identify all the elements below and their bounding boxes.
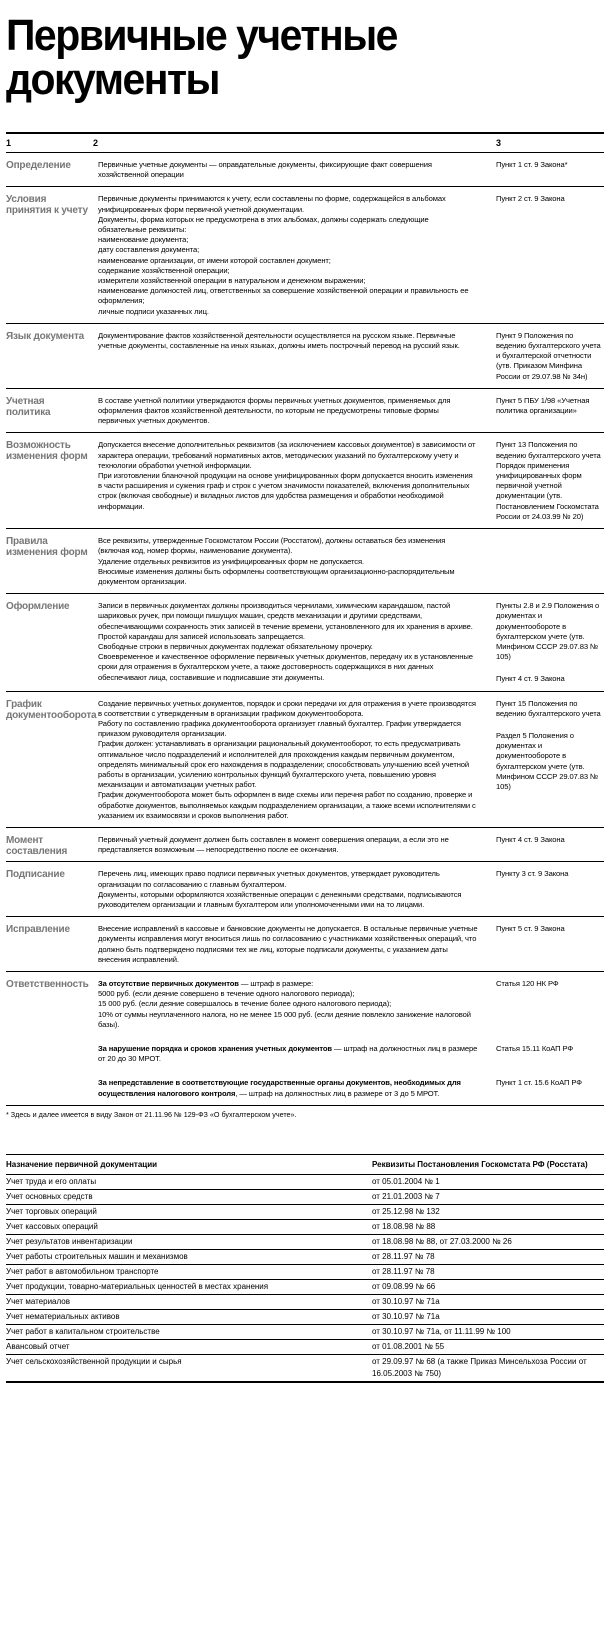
table2-row bbox=[6, 1280, 604, 1295]
table2-cell-purpose: Учет работ в капитальном строительстве bbox=[6, 1326, 160, 1336]
row-term: Подписание bbox=[6, 869, 65, 881]
row-body-paragraph: Своевременное и качественное оформление первичных учетных документов, передачу их в установленные сроки для отражения в бухгалтерском учете, а также достоверность содержащихся в них данных обеспечивают лица, составившие и подписавшие эти документы. bbox=[98, 652, 473, 682]
table-row bbox=[6, 862, 604, 917]
table2-col-header-purpose: Назначение первичной документации bbox=[6, 1159, 158, 1169]
table2-cell-requisites: от 30.10.97 № 71а bbox=[372, 1296, 440, 1306]
row-ref bbox=[484, 433, 604, 528]
resp-3-bold: За непредставление в соответствующие государственные органы документов, необходимых для осуществления налогового контроля bbox=[98, 1078, 461, 1098]
row-body-paragraph: Удаление отдельных реквизитов из унифицированных форм не допускается. bbox=[98, 556, 365, 566]
row-ref-item: Пункт 4 ст. 9 Закона bbox=[496, 834, 565, 844]
table2-row bbox=[6, 1340, 604, 1355]
row-body-paragraph: График документооборота может быть оформлен в виде схемы или перечня работ по созданию, проверке и обработке документов, выполняемых каждым подразделением организации, а также всеми исполнителями с указанием их взаимосвязи и сроков выполнения работ. bbox=[98, 790, 476, 820]
row-body-paragraph: дату составления документа; bbox=[98, 245, 200, 255]
table2-row bbox=[6, 1355, 604, 1383]
table2-cell-purpose: Учет продукции, товарно-материальных ценностей в местах хранения bbox=[6, 1281, 269, 1291]
table-row-responsibility bbox=[6, 972, 604, 1106]
resp-1-bold: За отсутствие первичных документов bbox=[98, 979, 239, 988]
row-body bbox=[88, 917, 484, 971]
row-ref bbox=[484, 828, 604, 861]
table-row bbox=[6, 324, 604, 389]
resp-2-rest: — штраф на должностных лиц в размере от 20 до 30 МРОТ. bbox=[98, 1044, 478, 1064]
row-term: Язык документа bbox=[6, 330, 85, 342]
row-body-paragraph: наименование документа; bbox=[98, 235, 189, 245]
table-row bbox=[6, 433, 604, 529]
row-ref bbox=[484, 862, 604, 916]
row-body-paragraph: Работу по составлению графика документооборота организует главный бухгалтер. График утверждается приказом руководителя организации. bbox=[98, 718, 461, 739]
row-term: Момент составления bbox=[6, 834, 68, 857]
row-term: Возможность изменения форм bbox=[6, 440, 88, 463]
row-body-paragraph: наименование организации, от имени которой составлен документ; bbox=[98, 255, 331, 265]
table1-body bbox=[6, 153, 604, 972]
row-body bbox=[88, 862, 484, 916]
row-body-paragraph: наименование должностей лиц, ответственных за совершение хозяйственной операции и правильность ее оформления; bbox=[98, 286, 469, 306]
row-body-paragraph: В составе учетной политики утверждаются формы первичных учетных документов, применяемых для оформления фактов хозяйственной деятельности, по которым не предусмотрены типовые формы первичных учетных документов. bbox=[98, 395, 451, 426]
row-body-paragraph: личные подписи указанных лиц. bbox=[98, 306, 209, 316]
table2-cell-purpose: Авансовый отчет bbox=[6, 1341, 70, 1351]
row-body-paragraph: Первичный учетный документ должен быть составлен в момент совершения операции, а если это не представляется возможным — непосредственно после ее окончания. bbox=[98, 834, 449, 855]
table2-cell-requisites: от 21.01.2003 № 7 bbox=[372, 1191, 440, 1201]
row-ref-item: Пункту 3 ст. 9 Закона bbox=[496, 869, 569, 879]
table2-row bbox=[6, 1190, 604, 1205]
row-term: Оформление bbox=[6, 601, 70, 613]
table2-cell-requisites: от 05.01.2004 № 1 bbox=[372, 1176, 440, 1186]
row-body bbox=[88, 972, 484, 1105]
row-ref bbox=[484, 917, 604, 971]
row-body-paragraph: Документы, которыми оформляются хозяйственные операции с денежными средствами, подписываются руководителем организации и главным бухгалтером или уполномоченными ими на то лицами. bbox=[98, 889, 462, 909]
row-body bbox=[88, 389, 484, 433]
table2-row bbox=[6, 1205, 604, 1220]
row-ref-item: Пункт 15 Положения по ведению бухгалтерского учета bbox=[496, 698, 601, 718]
row-body-paragraph: Допускается внесение дополнительных реквизитов (за исключением кассовых документов) в зависимости от характера операции, требований нормативных актов, методических указаний по бухгалтерскому учету и технологии обработки учетной информации. bbox=[98, 440, 476, 470]
table2-cell-purpose: Учет сельскохозяйственной продукции и сырья bbox=[6, 1356, 182, 1366]
table-row bbox=[6, 692, 604, 828]
table2-cell-purpose: Учет кассовых операций bbox=[6, 1221, 98, 1231]
row-body-paragraph: При изготовлении бланочной продукции на основе унифицированных форм допускается вносить изменения в части расширения и сужения граф и строк с учетом значимости показателей, включения дополнительных строк (включая свободные) и вкладных листов для удобства размещения и обработки необходимой информации. bbox=[98, 471, 473, 511]
row-body bbox=[88, 433, 484, 528]
resp-2-bold: За нарушение порядка и сроков хранения учетных документов bbox=[98, 1044, 332, 1054]
table2-cell-requisites: от 30.10.97 № 71а bbox=[372, 1311, 440, 1321]
row-ref bbox=[484, 389, 604, 433]
table2-cell-purpose: Учет нематериальных активов bbox=[6, 1311, 120, 1321]
row-ref bbox=[484, 972, 604, 1105]
table2-row bbox=[6, 1250, 604, 1265]
resp-ref-3: Пункт 1 ст. 15.6 КоАП РФ bbox=[496, 1078, 582, 1087]
table1-header bbox=[6, 132, 604, 153]
table2-header bbox=[6, 1155, 604, 1175]
row-body-paragraph: Вносимые изменения должны быть оформлены соответствующим организационно-распорядительным документом организации. bbox=[98, 566, 455, 586]
row-ref-item: Пункт 1 ст. 9 Закона* bbox=[496, 160, 568, 169]
row-body-paragraph: Внесение исправлений в кассовые и банковские документы не допускается. В остальные первичные учетные документы исправления могут вноситься лишь по согласованию с участниками хозяйственных операций, что должно быть подтверждено подписями тех же лиц, которые подписали документы, с указанием даты внесения исправлений. bbox=[98, 924, 478, 964]
resp-1-rest: — штраф в размере: bbox=[238, 979, 314, 988]
row-ref bbox=[484, 187, 604, 322]
row-term: Учетная политика bbox=[6, 395, 51, 418]
row-term: Исправление bbox=[6, 924, 70, 936]
table2-cell-requisites: от 28.11.97 № 78 bbox=[372, 1266, 435, 1276]
row-body bbox=[88, 692, 484, 827]
table2-cell-requisites: от 30.10.97 № 71а, от 11.11.99 № 100 bbox=[372, 1326, 511, 1336]
table2-cell-requisites: от 25.12.98 № 132 bbox=[372, 1206, 440, 1216]
row-term: График документооборота bbox=[6, 698, 97, 721]
table-row bbox=[6, 529, 604, 594]
row-body-paragraph: Перечень лиц, имеющих право подписи первичных учетных документов, утверждает руководитель организации по согласованию с главным бухгалтером. bbox=[98, 869, 440, 889]
row-ref-item: Пункт 4 ст. 9 Закона bbox=[496, 674, 565, 684]
table-row bbox=[6, 389, 604, 434]
table2 bbox=[6, 1154, 604, 1383]
table2-col-header-requisites: Реквизиты Постановления Госкомстата РФ (Росстата) bbox=[372, 1159, 588, 1169]
footnote: * Здесь и далее имеется в виду Закон от 21.11.96 № 129-ФЗ «О бухгалтерском учете». bbox=[6, 1109, 297, 1119]
row-body bbox=[88, 594, 484, 690]
table2-cell-requisites: от 28.11.97 № 78 bbox=[372, 1251, 435, 1261]
table-row bbox=[6, 153, 604, 187]
col-header-1: 1 bbox=[6, 138, 12, 148]
resp-1-line: 15 000 руб. (если деяние совершалось в течение более одного налогового периода); bbox=[98, 999, 392, 1009]
row-body-paragraph: Создание первичных учетных документов, порядок и сроки передачи их для отражения в учете производятся в соответствии с утвержденным в организации графиком документооборота. bbox=[98, 698, 476, 718]
row-term: Определение bbox=[6, 160, 71, 171]
row-body-paragraph: График должен: устанавливать в организации рациональный документооборот, то есть предусматривать оптимальное число подразделений и исполнителей для прохождения каждым первичным документом, определять минимальный срок его нахождения в подразделении; способствовать улучшению всей учетной работы в организации, усилению контрольных функций бухгалтерского учета, повышению уровня механизации и автоматизации учетных работ. bbox=[98, 739, 470, 790]
row-ref-item: Раздел 5 Положения о документах и документообороте в бухгалтерском учете (утв. Минфином СССР 29.07.83 № 105) bbox=[496, 730, 599, 791]
row-ref bbox=[484, 324, 604, 388]
row-ref bbox=[484, 692, 604, 827]
resp-3-rest: , — штраф на должностных лиц в размере от 3 до 5 МРОТ. bbox=[235, 1088, 440, 1098]
table2-row bbox=[6, 1220, 604, 1235]
row-ref-item: Пункт 2 ст. 9 Закона bbox=[496, 194, 565, 204]
resp-1-line: 10% от суммы неуплаченного налога, но не менее 15 000 руб. (если деяние повлекло занижение налоговой базы). bbox=[98, 1009, 471, 1029]
page-title bbox=[6, 11, 562, 104]
title-line-1: Первичные учетные bbox=[6, 11, 397, 60]
col-header-2: 2 bbox=[93, 138, 99, 148]
table2-cell-purpose: Учет материалов bbox=[6, 1296, 70, 1306]
row-body-paragraph: содержание хозяйственной операции; bbox=[98, 265, 230, 275]
row-ref-item: Пункт 5 ПБУ 1/98 «Учетная политика организации» bbox=[496, 395, 590, 416]
table2-cell-requisites: от 29.09.97 № 68 (а также Приказ Минсельхоза России от 16.05.2003 № 750) bbox=[372, 1356, 587, 1378]
row-body bbox=[88, 324, 484, 388]
row-body-paragraph: Все реквизиты, утвержденные Госкомстатом России (Росстатом), должны оставаться без изменения (включая код, номер формы, наименование документа). bbox=[98, 536, 446, 556]
row-body bbox=[88, 529, 484, 593]
row-term: Условия принятия к учету bbox=[6, 194, 88, 217]
row-body bbox=[88, 187, 484, 322]
table2-cell-purpose: Учет торговых операций bbox=[6, 1206, 97, 1216]
table2-row bbox=[6, 1235, 604, 1250]
resp-block-2 bbox=[98, 1044, 478, 1064]
row-body-paragraph: Первичные документы принимаются к учету, если составлены по форме, содержащейся в альбомах унифицированных форм первичной учетной документации. bbox=[98, 194, 446, 214]
table2-cell-purpose: Учет результатов инвентаризации bbox=[6, 1236, 133, 1246]
row-body-paragraph: Свободные строки в первичных документах подлежат обязательному прочерку. bbox=[98, 641, 373, 651]
page bbox=[0, 11, 610, 1639]
table2-cell-purpose: Учет основных средств bbox=[6, 1191, 93, 1201]
table-row bbox=[6, 187, 604, 323]
table2-row bbox=[6, 1265, 604, 1280]
table2-row bbox=[6, 1175, 604, 1190]
row-body-paragraph: измерители хозяйственной операции в натуральном и денежном выражении; bbox=[98, 276, 366, 286]
table2-cell-requisites: от 18.08.98 № 88, от 27.03.2000 № 26 bbox=[372, 1236, 512, 1246]
resp-block-1 bbox=[98, 979, 478, 1030]
row-term: Ответственность bbox=[6, 979, 89, 990]
row-body-paragraph: Документы, форма которых не предусмотрена в этих альбомах, должны содержать следующие обязательные реквизиты: bbox=[98, 214, 429, 235]
col-header-3: 3 bbox=[496, 138, 502, 148]
table2-cell-requisites: от 01.08.2001 № 55 bbox=[372, 1341, 445, 1351]
table2-cell-purpose: Учет труда и его оплаты bbox=[6, 1176, 97, 1186]
table2-row bbox=[6, 1325, 604, 1340]
table2-row bbox=[6, 1295, 604, 1310]
row-term: Правила изменения форм bbox=[6, 536, 88, 559]
table-row bbox=[6, 917, 604, 972]
row-body bbox=[88, 153, 484, 186]
table2-cell-requisites: от 09.08.99 № 66 bbox=[372, 1281, 436, 1291]
row-body-paragraph: Документирование фактов хозяйственной деятельности осуществляется на русском языке. Первичные учетные документы, составленные на иных языках, должны иметь построчный перевод на русский язык. bbox=[98, 330, 460, 351]
row-ref bbox=[484, 153, 604, 186]
table2-cell-requisites: от 18.08.98 № 88 bbox=[372, 1221, 436, 1231]
table2-cell-purpose: Учет работы строительных машин и механизмов bbox=[6, 1251, 188, 1261]
row-ref bbox=[484, 594, 604, 690]
row-ref bbox=[484, 529, 604, 593]
row-ref-item: Пункт 9 Положения по ведению бухгалтерского учета и бухгалтерской отчетности (утв. Приказом Минфина России от 29.07.98 № 34н) bbox=[496, 330, 601, 381]
row-body-paragraph: Записи в первичных документах должны производиться чернилами, химическим карандашом, пастой шариковых ручек, при помощи пишущих машин, средств механизации и другими средствами, обеспечивающими сохранность этих записей в течение времени, установленного для их хранения в архиве. Простой карандаш для записей использовать запрещается. bbox=[98, 601, 473, 641]
resp-ref-1: Статья 120 НК РФ bbox=[496, 979, 559, 988]
row-ref-item: Пункт 13 Положения по ведению бухгалтерского учета Порядок применения унифицированных форм первичной учетной документации (утв. Постановлением Госкомстата России от 24.03.99 № 20) bbox=[496, 440, 601, 521]
row-body-paragraph: Первичные учетные документы — оправдательные документы, фиксирующие факт совершения хозяйственной операции bbox=[98, 160, 432, 180]
row-ref-item: Пункт 5 ст. 9 Закона bbox=[496, 924, 565, 934]
title-line-2: документы bbox=[6, 55, 220, 104]
resp-ref-2: Статья 15.11 КоАП РФ bbox=[496, 1044, 574, 1053]
row-ref-item: Пункты 2.8 и 2.9 Положения о документах и документообороте в бухгалтерском учете (утв. Минфином СССР 29.07.83 № 105) bbox=[496, 601, 600, 662]
resp-block-3 bbox=[98, 1078, 478, 1098]
resp-1-line: 5000 руб. (если деяние совершено в течение одного налогового периода); bbox=[98, 989, 355, 999]
table2-row bbox=[6, 1310, 604, 1325]
row-body bbox=[88, 828, 484, 861]
table2-cell-purpose: Учет работ в автомобильном транспорте bbox=[6, 1266, 159, 1276]
table2-body bbox=[6, 1175, 604, 1383]
table-row bbox=[6, 594, 604, 691]
table-row bbox=[6, 828, 604, 862]
